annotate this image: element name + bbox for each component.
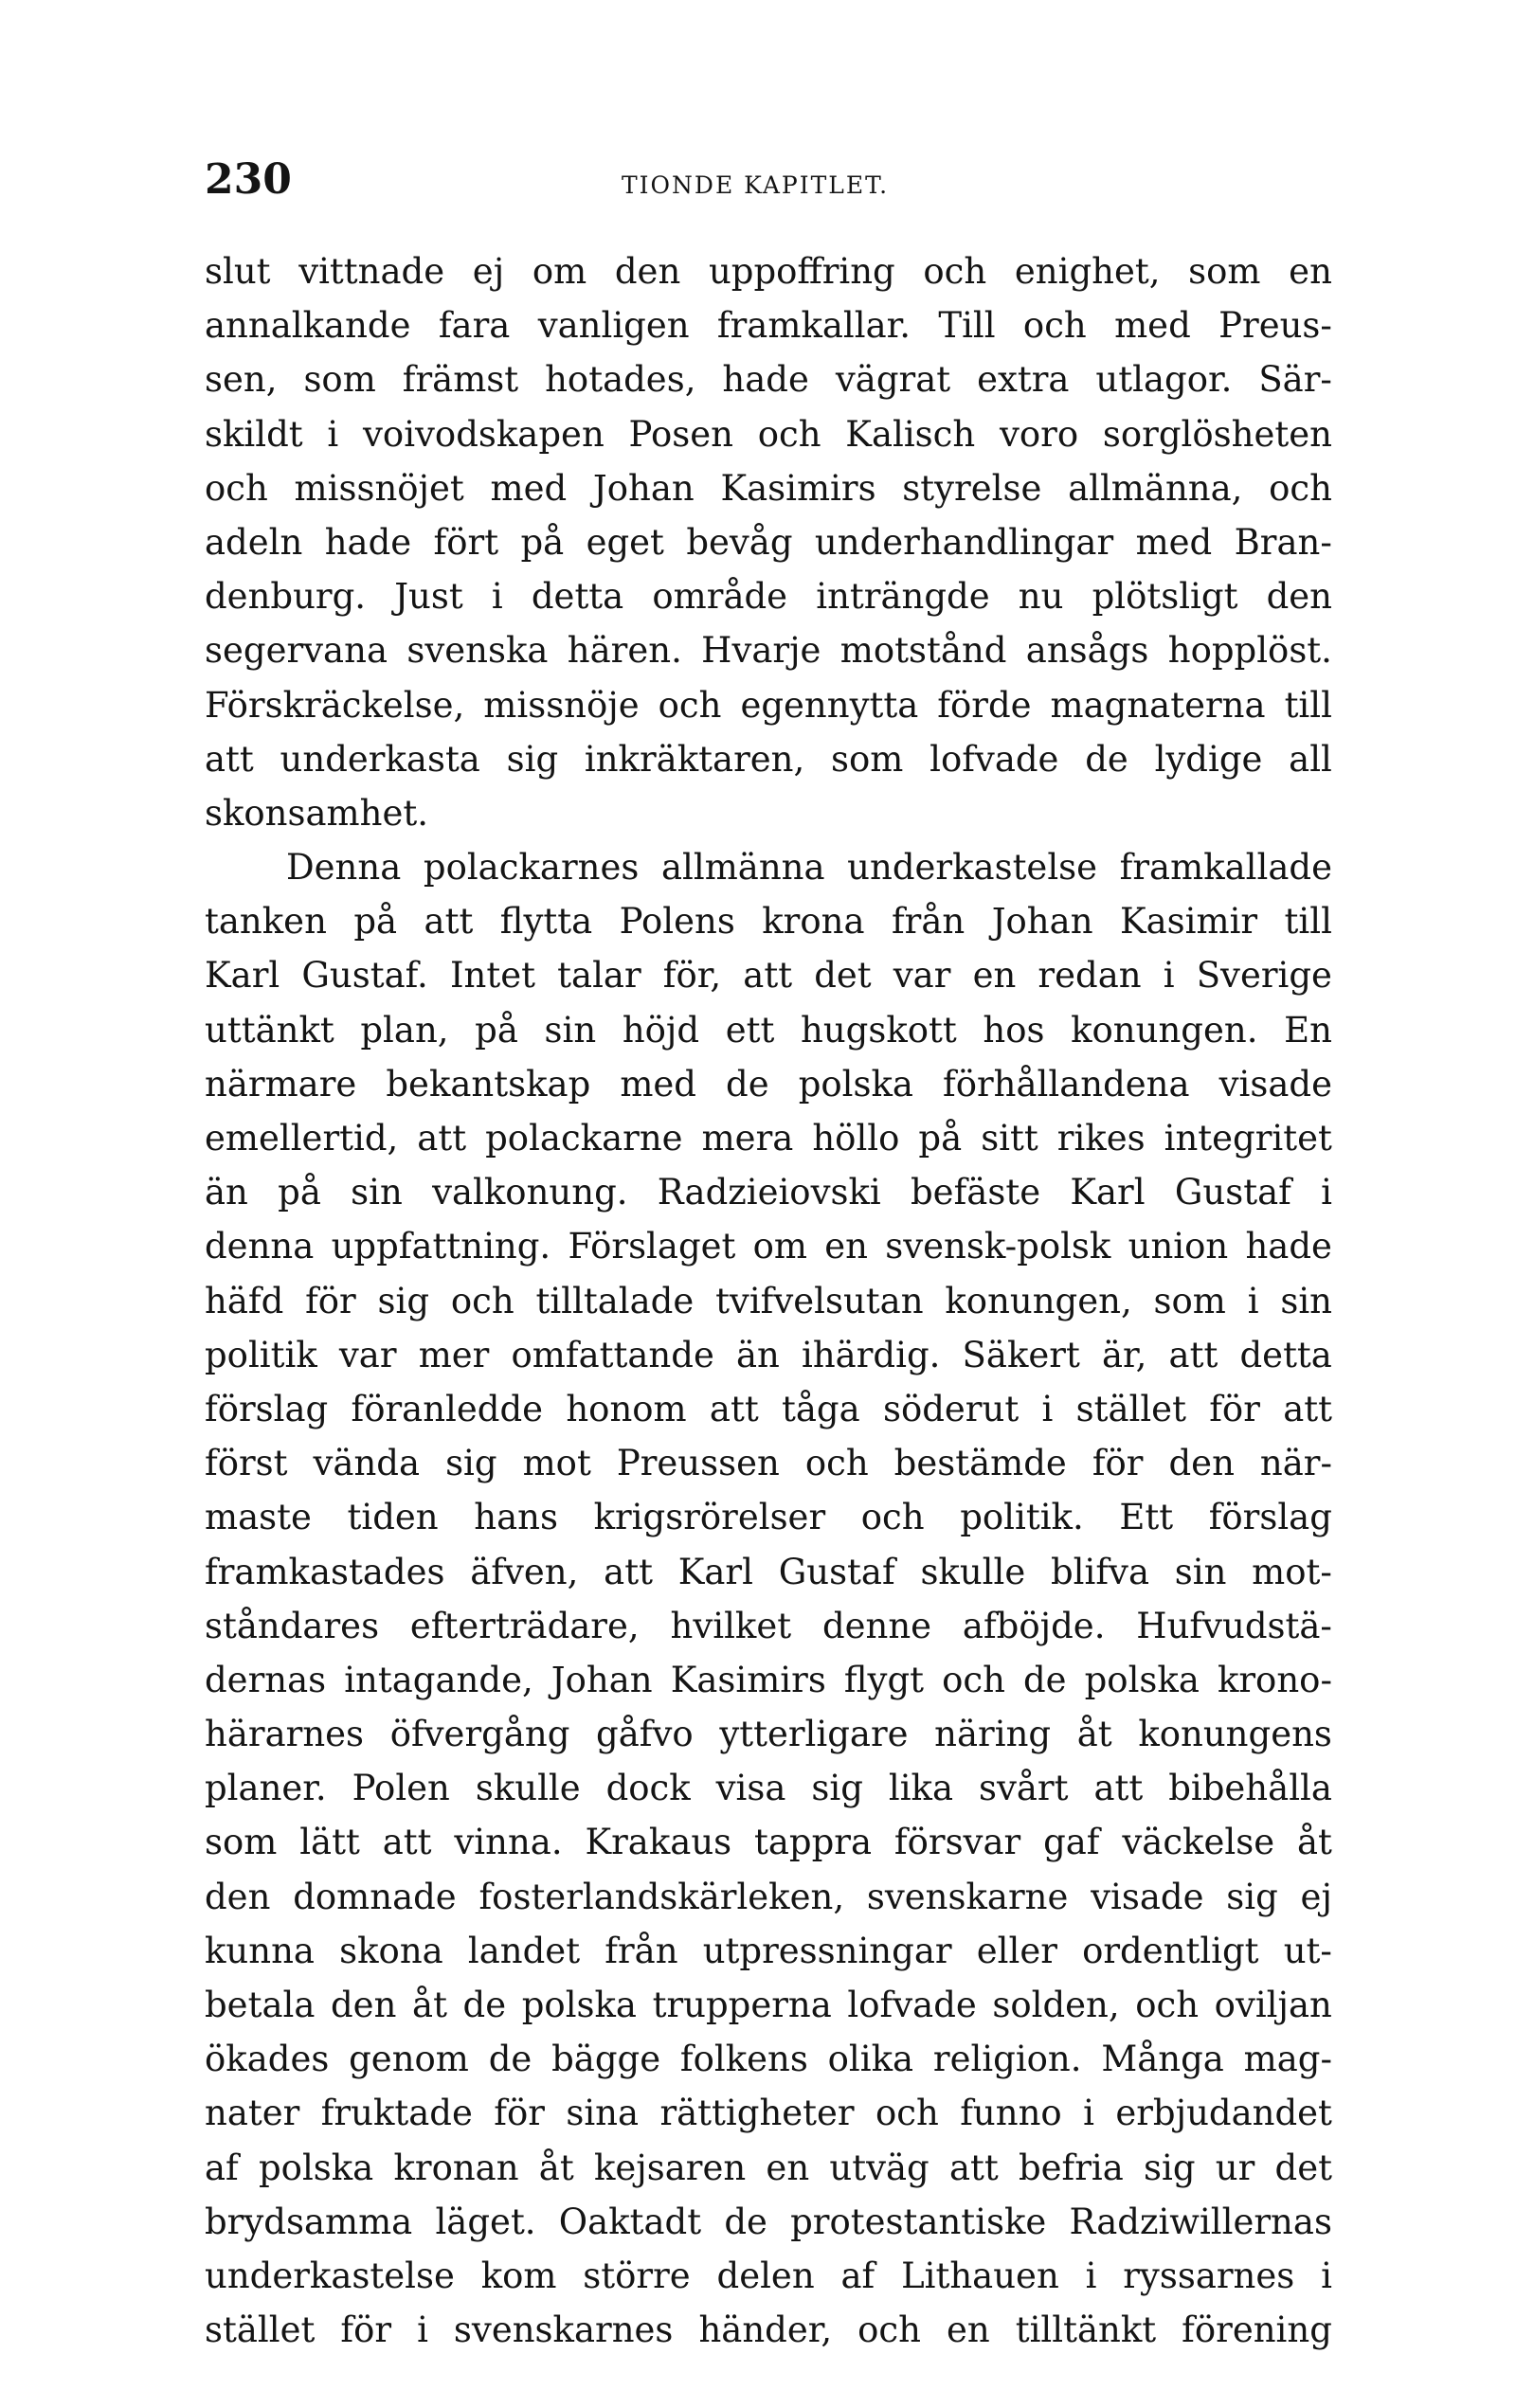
text-line: skonsamhet.: [205, 792, 429, 834]
text-line: sen, som främst hotades, hade vägrat extra utlagor. Sär-: [205, 359, 1332, 401]
text-line: emellertid, att polackarne mera höllo på sitt rikes integritet: [205, 1118, 1332, 1159]
text-line: närmare bekantskap med de polska förhållandena visade: [205, 1063, 1332, 1105]
text-line: betala den åt de polska trupperna lofvade solden, och oviljan: [205, 1985, 1332, 2025]
text-line: af polska kronan åt kejsaren en utväg att befria sig ur det: [205, 2147, 1332, 2188]
text-line: förslag föranledde honom att tåga söderut i stället för att: [205, 1388, 1332, 1429]
text-line: först vända sig mot Preussen och bestämde för den när-: [205, 1443, 1332, 1484]
text-line: Förskräckelse, missnöje och egennytta förde magnaterna till: [205, 684, 1332, 726]
text-line: och missnöjet med Johan Kasimirs styrelse allmänna, och: [205, 467, 1332, 509]
text-line: denna uppfattning. Förslaget om en svensk-polsk union hade: [205, 1226, 1332, 1267]
text-line: stället för i svenskarnes händer, och en tilltänkt förening: [205, 2309, 1332, 2351]
text-line: att underkasta sig inkräktaren, som lofvade de lydige all: [205, 738, 1332, 780]
text-line: adeln hade fört på eget bevåg underhandlingar med Bran-: [205, 521, 1332, 563]
text-line: maste tiden hans krigsrörelser och politik. Ett förslag: [205, 1497, 1332, 1538]
text-line: tanken på att flytta Polens krona från Johan Kasimir till: [205, 901, 1332, 943]
page-header: [205, 152, 1332, 208]
text-line: Karl Gustaf. Intet talar för, att det var en redan i Sverige: [205, 955, 1332, 997]
text-line: härarnes öfvergång gåfvo ytterligare näring åt konungens: [205, 1714, 1332, 1755]
running-title: TIONDE KAPITLET.: [622, 171, 890, 199]
text-line: planer. Polen skulle dock visa sig lika svårt att bibehålla: [205, 1768, 1332, 1809]
text-line: uttänkt plan, på sin höjd ett hugskott hos konungen. En: [205, 1009, 1332, 1051]
text-line: Denna polackarnes allmänna underkastelse framkallade: [286, 847, 1332, 889]
text-line: slut vittnade ej om den uppoffring och enighet, som en: [205, 251, 1332, 292]
text-line: underkastelse kom större delen af Lithauen i ryssarnes i: [205, 2255, 1332, 2296]
text-line: ökades genom de bägge folkens olika religion. Många mag-: [205, 2039, 1332, 2080]
body-text: [205, 244, 1332, 2357]
text-line: dernas intagande, Johan Kasimirs flygt och de polska krono-: [205, 1659, 1332, 1700]
text-line: segervana svenska hären. Hvarje motstånd ansågs hopplöst.: [205, 630, 1332, 672]
text-line: nater fruktade för sina rättigheter och funno i erbjudandet: [205, 2093, 1332, 2134]
text-line: den domnade fosterlandskärleken, svenskarne visade sig ej: [205, 1876, 1332, 1917]
text-line: häfd för sig och tilltalade tvifvelsutan konungen, som i sin: [205, 1280, 1332, 1321]
text-line: politik var mer omfattande än ihärdig. Säkert är, att detta: [205, 1334, 1332, 1375]
text-line: ståndares efterträdare, hvilket denne afböjde. Hufvudstä-: [205, 1605, 1332, 1646]
text-line: än på sin valkonung. Radzieiovski befäste Karl Gustaf i: [205, 1172, 1332, 1213]
text-line: kunna skona landet från utpressningar eller ordentligt ut-: [205, 1930, 1332, 1971]
text-line: framkastades äfven, att Karl Gustaf skulle blifva sin mot-: [205, 1551, 1332, 1592]
text-line: som lätt att vinna. Krakaus tappra försvar gaf väckelse åt: [205, 1822, 1332, 1863]
text-line: brydsamma läget. Oaktadt de protestantiske Radziwillernas: [205, 2201, 1332, 2242]
page-number: 230: [205, 155, 292, 204]
text-line: annalkande fara vanligen framkallar. Till och med Preus-: [205, 305, 1332, 347]
text-line: skildt i voivodskapen Posen och Kalisch voro sorglösheten: [205, 413, 1332, 455]
text-line: denburg. Just i detta område inträngde nu plötsligt den: [205, 576, 1332, 618]
